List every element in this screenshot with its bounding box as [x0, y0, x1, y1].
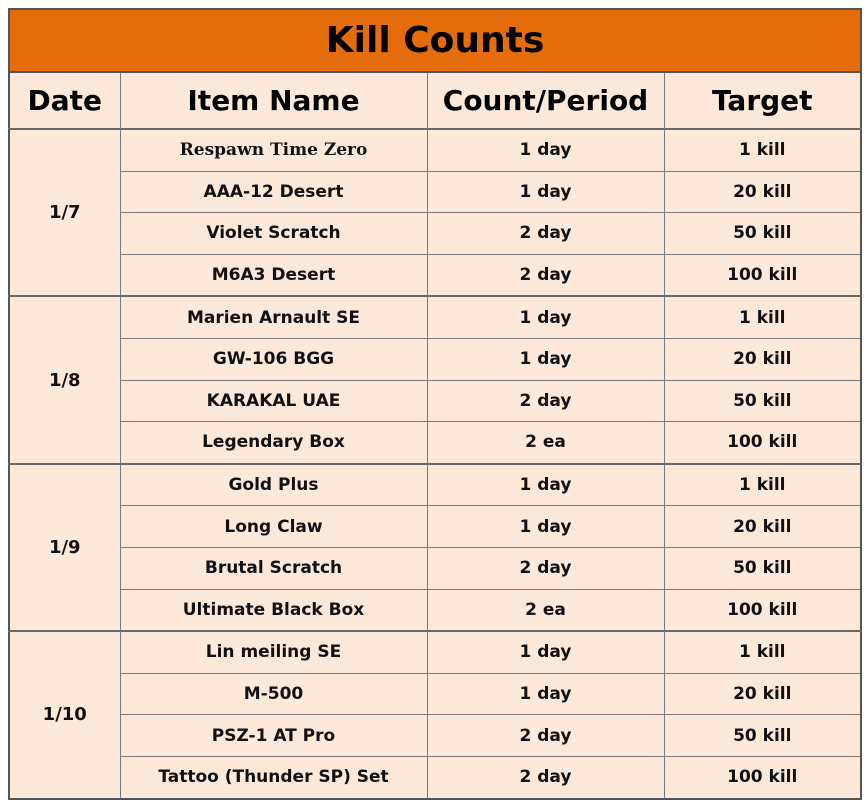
table-row [9, 422, 861, 464]
target-cell: 20 kill [664, 506, 861, 548]
count-period-cell: 2 day [427, 715, 664, 757]
target-cell: 1 kill [664, 464, 861, 506]
item-name-cell: Legendary Box [120, 422, 427, 464]
target-cell: 100 kill [664, 254, 861, 296]
table-row [9, 380, 861, 422]
count-period-cell: 2 day [427, 380, 664, 422]
count-period-cell: 1 day [427, 506, 664, 548]
item-name-cell: M6A3 Desert [120, 254, 427, 296]
count-period-cell: 2 day [427, 254, 664, 296]
kill-counts-table [8, 8, 862, 800]
table-row [9, 296, 861, 338]
item-name-cell: Long Claw [120, 506, 427, 548]
count-period-cell: 2 ea [427, 589, 664, 631]
count-period-cell: 1 day [427, 631, 664, 673]
item-name-cell: M-500 [120, 673, 427, 715]
header-date: Date [9, 72, 120, 129]
item-name-cell: PSZ-1 AT Pro [120, 715, 427, 757]
target-cell: 100 kill [664, 589, 861, 631]
table-title: Kill Counts [9, 9, 861, 72]
table-row [9, 171, 861, 213]
count-period-cell: 2 day [427, 547, 664, 589]
table-row [9, 338, 861, 380]
table-row [9, 589, 861, 631]
target-cell: 1 kill [664, 296, 861, 338]
item-name-cell: Respawn Time Zero [120, 129, 427, 171]
count-period-cell: 1 day [427, 171, 664, 213]
target-cell: 50 kill [664, 547, 861, 589]
count-period-cell: 1 day [427, 673, 664, 715]
header-item-name: Item Name [120, 72, 427, 129]
table-row [9, 464, 861, 506]
table-row [9, 756, 861, 798]
target-cell: 1 kill [664, 631, 861, 673]
item-name-cell: Lin meiling SE [120, 631, 427, 673]
item-name-cell: Brutal Scratch [120, 547, 427, 589]
table-row [9, 129, 861, 171]
count-period-cell: 1 day [427, 129, 664, 171]
target-cell: 100 kill [664, 756, 861, 798]
date-cell: 1/9 [9, 464, 120, 631]
target-cell: 100 kill [664, 422, 861, 464]
table-row [9, 254, 861, 296]
item-name-cell: KARAKAL UAE [120, 380, 427, 422]
count-period-cell: 2 day [427, 756, 664, 798]
item-name-cell: GW-106 BGG [120, 338, 427, 380]
target-cell: 20 kill [664, 338, 861, 380]
table-row [9, 631, 861, 673]
item-name-cell: Violet Scratch [120, 213, 427, 255]
item-name-cell: Marien Arnault SE [120, 296, 427, 338]
target-cell: 1 kill [664, 129, 861, 171]
target-cell: 20 kill [664, 171, 861, 213]
header-count-period: Count/Period [427, 72, 664, 129]
date-cell: 1/7 [9, 129, 120, 296]
date-cell: 1/10 [9, 631, 120, 798]
target-cell: 50 kill [664, 213, 861, 255]
item-name-cell: Gold Plus [120, 464, 427, 506]
item-name-cell: Tattoo (Thunder SP) Set [120, 756, 427, 798]
target-cell: 50 kill [664, 715, 861, 757]
table-row [9, 506, 861, 548]
table-row [9, 715, 861, 757]
item-name-cell: Ultimate Black Box [120, 589, 427, 631]
table-row [9, 673, 861, 715]
count-period-cell: 1 day [427, 338, 664, 380]
target-cell: 50 kill [664, 380, 861, 422]
header-target: Target [664, 72, 861, 129]
date-cell: 1/8 [9, 296, 120, 463]
table-row [9, 547, 861, 589]
count-period-cell: 1 day [427, 464, 664, 506]
target-cell: 20 kill [664, 673, 861, 715]
count-period-cell: 1 day [427, 296, 664, 338]
item-name-cell: AAA-12 Desert [120, 171, 427, 213]
count-period-cell: 2 day [427, 213, 664, 255]
table-body [9, 129, 861, 799]
count-period-cell: 2 ea [427, 422, 664, 464]
table-row [9, 213, 861, 255]
